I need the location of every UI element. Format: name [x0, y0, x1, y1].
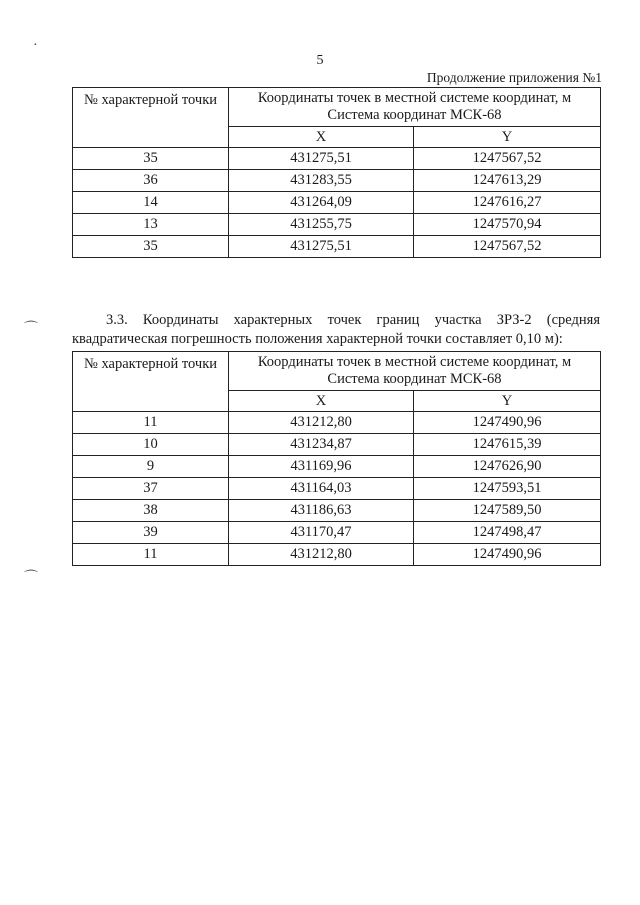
page-number: 5 — [316, 53, 324, 68]
scan-mark: · — [33, 38, 38, 53]
table-row — [73, 236, 601, 258]
coordinates-header — [229, 352, 601, 391]
y-value: 1247567,52 — [414, 148, 601, 170]
x-value: 431212,80 — [229, 544, 414, 566]
scan-mark: ⌒ — [24, 322, 38, 337]
y-value: 1247567,52 — [414, 236, 601, 258]
coordinates-header-line1: Координаты точек в местной системе координат, м — [257, 90, 572, 106]
point-number: 35 — [73, 148, 229, 170]
table-row — [73, 192, 601, 214]
coordinates-header — [229, 88, 601, 127]
table-row — [73, 412, 601, 434]
x-value: 431275,51 — [229, 148, 414, 170]
y-value: 1247498,47 — [414, 522, 601, 544]
x-value: 431283,55 — [229, 170, 414, 192]
x-value: 431234,87 — [229, 434, 414, 456]
point-number: 10 — [73, 434, 229, 456]
point-number-header: № характерной точки — [73, 88, 229, 148]
point-number: 14 — [73, 192, 229, 214]
point-number: 13 — [73, 214, 229, 236]
point-number-header: № характерной точки — [73, 352, 229, 412]
coordinates-header-line1: Координаты точек в местной системе координат, м — [257, 354, 572, 370]
y-value: 1247490,96 — [414, 544, 601, 566]
table-row — [73, 214, 601, 236]
paragraph-line-2: квадратическая погрешность положения характерной точки составляет 0,10 м): — [72, 331, 563, 347]
coordinates-table-1 — [72, 87, 601, 258]
paragraph-line-1: 3.3. Координаты характерных точек границ участка ЗРЗ-2 (средняя — [106, 312, 600, 328]
x-value: 431170,47 — [229, 522, 414, 544]
point-number: 35 — [73, 236, 229, 258]
y-value: 1247626,90 — [414, 456, 601, 478]
x-value: 431186,63 — [229, 500, 414, 522]
x-value: 431164,03 — [229, 478, 414, 500]
point-number: 38 — [73, 500, 229, 522]
y-value: 1247589,50 — [414, 500, 601, 522]
table-row — [73, 478, 601, 500]
x-value: 431212,80 — [229, 412, 414, 434]
point-number: 11 — [73, 544, 229, 566]
x-value: 431169,96 — [229, 456, 414, 478]
x-value: 431264,09 — [229, 192, 414, 214]
coordinates-header-line2: Система координат МСК-68 — [327, 107, 502, 123]
point-number: 39 — [73, 522, 229, 544]
table-row — [73, 434, 601, 456]
point-number: 9 — [73, 456, 229, 478]
y-header: Y — [414, 127, 601, 148]
y-value: 1247613,29 — [414, 170, 601, 192]
point-number: 36 — [73, 170, 229, 192]
y-value: 1247615,39 — [414, 434, 601, 456]
scan-mark: ⌒ — [24, 571, 38, 586]
x-value: 431255,75 — [229, 214, 414, 236]
section-3-3-paragraph — [72, 311, 600, 349]
table-row — [73, 522, 601, 544]
y-header: Y — [414, 391, 601, 412]
x-header: X — [229, 391, 414, 412]
point-number: 37 — [73, 478, 229, 500]
x-header: X — [229, 127, 414, 148]
coordinates-table-2 — [72, 351, 601, 566]
table-row — [73, 148, 601, 170]
y-value: 1247616,27 — [414, 192, 601, 214]
table-row — [73, 456, 601, 478]
coordinates-header-line2: Система координат МСК-68 — [327, 371, 502, 387]
table-row — [73, 170, 601, 192]
point-number: 11 — [73, 412, 229, 434]
table-row — [73, 544, 601, 566]
appendix-continuation-note: Продолжение приложения №1 — [426, 70, 602, 85]
table-row — [73, 500, 601, 522]
y-value: 1247570,94 — [414, 214, 601, 236]
x-value: 431275,51 — [229, 236, 414, 258]
y-value: 1247593,51 — [414, 478, 601, 500]
y-value: 1247490,96 — [414, 412, 601, 434]
